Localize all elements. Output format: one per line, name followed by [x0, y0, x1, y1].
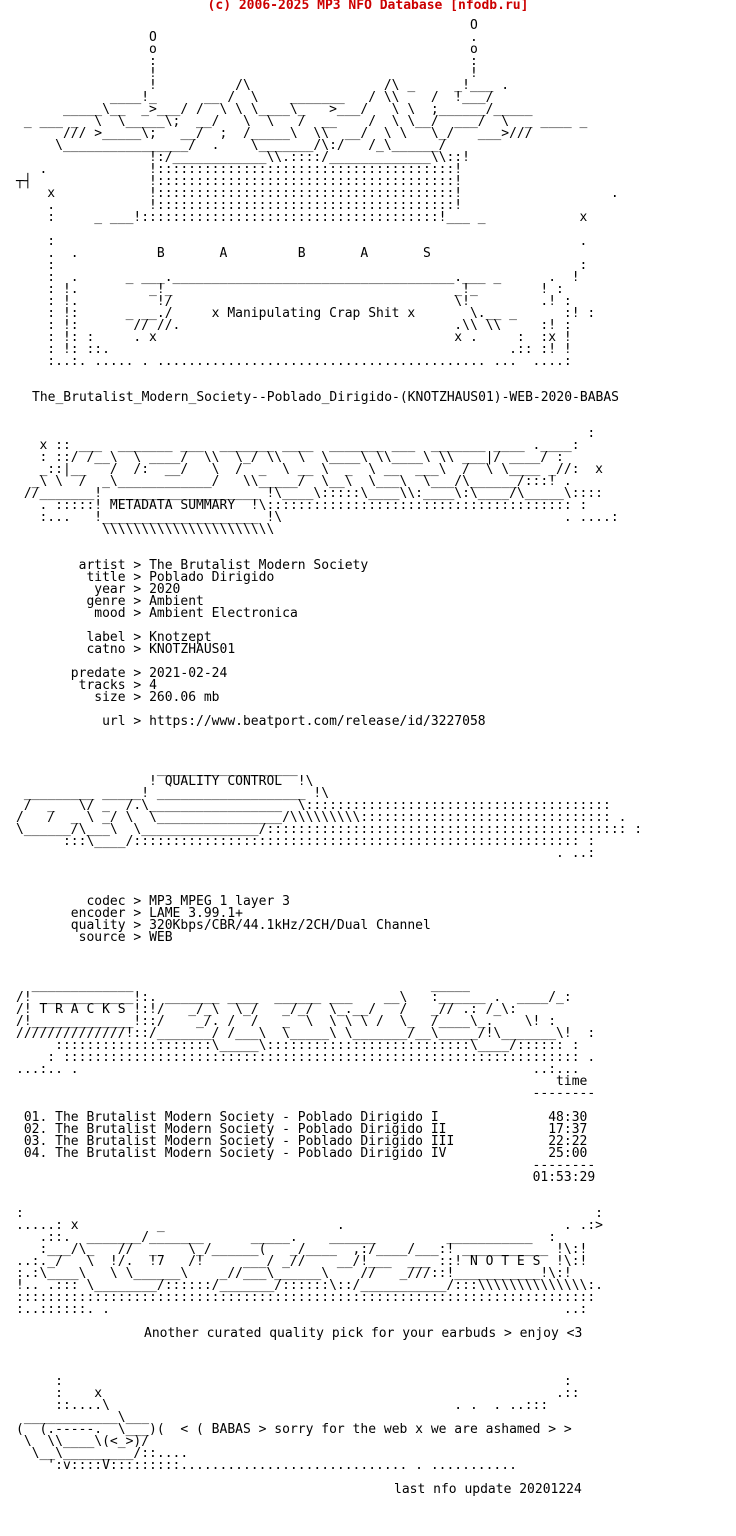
ascii-art: : !: ::. .:: :! !: [16, 342, 572, 357]
ascii-art: . :::::! METADATA SUMMARY !\::::::::::::::::::::::::::::::::::::::: :: [16, 498, 588, 513]
ascii-art: ::....\ . . . ..:::: [16, 1398, 549, 1413]
ascii-art: --------: [16, 1158, 596, 1173]
metadata-row: label > Knotzept: [16, 630, 212, 645]
ascii-art: ! /\ /\ _ _!___ .: [16, 78, 510, 93]
ascii-art: _____\__ _>___/ / \ \ \____\_ >___/ \ \ ;______/_____: [16, 102, 533, 117]
ascii-art: : :::::::::::::::::::::::::::::::::::::::::::::::::::::::::::::::::: .: [16, 1050, 596, 1065]
ascii-art: : !. !/ \! .! :: [16, 294, 572, 309]
ascii-art: :.:\____\ \ \______\ _//___\______\ // _///::!___________!\:!: [16, 1266, 572, 1281]
ascii-art: /! ____________!:. _______ ____ ______ ___ __\ :______ . ____/_:: [16, 990, 572, 1005]
metadata-row: predate > 2021-02-24: [16, 666, 228, 681]
metadata-row: tracks > 4: [16, 678, 157, 693]
ascii-art: x :: ___ _______ ___ _______ ____ _______ ___ _______ ____ .____:: [16, 438, 580, 453]
ascii-art: : !: _ __./ x Manipulating Crap Shit x \.__ _ :! :: [16, 306, 596, 321]
track-row: 01. The Brutalist Modern Society - Poblado Dirigido I 48:30: [23, 1110, 588, 1125]
ascii-art: [16, 728, 726, 740]
ascii-art: ! QUALITY CONTROL !\: [16, 774, 314, 789]
ascii-art: .....: x _ . . .:>: [16, 1218, 603, 1233]
ascii-art: \__\_________/::....: [16, 1446, 189, 1461]
ascii-art: : _ ___!::::::::::::::::::::::::::::::::::::::!___ _ x: [16, 210, 588, 225]
ascii-art: x !::::::::::::::::::::::::::::::::::::::! .: [16, 186, 619, 201]
tracks-heading: T R A C K S: [39, 1002, 126, 1017]
quality-heading: QUALITY CONTROL: [164, 774, 283, 789]
ascii-art: _____________ _____: [16, 978, 470, 993]
ascii-art: !.. .::: \________/::::::/_______/::::::\::/___________/:::\\\\\\\\\\\\\\:.: [16, 1278, 603, 1293]
ascii-art: :___/\_ // _ \_/______( _/____ ,:/____/___:! ___________ !\:!: [16, 1242, 588, 1257]
ascii-art: . !::::::::::::::::::::::::::::::::::::::!: [16, 162, 463, 177]
metadata-row: genre > Ambient: [16, 594, 204, 609]
ascii-art: ____________\___: [16, 1410, 150, 1425]
ascii-art: .::. _______/_______ _____. ______ ___________ :: [16, 1230, 557, 1245]
ascii-art: ...:.. . ..:...: [16, 1062, 580, 1077]
metadata-heading: METADATA SUMMARY: [109, 498, 236, 513]
ascii-art: : x .::: [16, 1386, 580, 1401]
ascii-art: [16, 944, 726, 956]
ascii-art: : . _ ___.____________________________________.___ _ . !: [16, 270, 580, 285]
ascii-art: ::::::::::::::::::::\_____\::::::::::::::::::::::::::\____/:::::: :: [16, 1038, 580, 1053]
ascii-art: \\\\\\\\\\\\\\\\\\\\\\: [16, 522, 275, 537]
ascii-art: . . B A B A S: [16, 246, 431, 261]
ascii-art: : :: [16, 1206, 603, 1221]
notes-heading: N O T E S: [469, 1254, 541, 1269]
ascii-art: [16, 1472, 726, 1484]
tagline: x Manipulating Crap Shit x: [211, 306, 416, 321]
footer-sorry: ( (.-----. \___)( < ( BABAS > sorry for the web x we are ashamed > >: [16, 1422, 572, 1437]
ascii-art: O .: [16, 30, 478, 45]
notes-text: Another curated quality pick for your earbuds > enjoy <3: [144, 1326, 583, 1341]
metadata-row: catno > KNOTZHAUS01: [16, 642, 236, 657]
ascii-art: ┬┤ !::::::::::::::::::::::::::::::::::::::!: [16, 174, 463, 189]
ascii-art: [16, 860, 726, 872]
footer-update: last nfo update 20201224: [394, 1482, 582, 1497]
ascii-art: [16, 1340, 726, 1352]
ascii-art: :... !____________________ !\ . ....:: [16, 510, 619, 525]
ascii-art: \________________/ . \_______/\:/ /_\______/: [16, 138, 447, 153]
ascii-art: [16, 368, 726, 380]
metadata-row: year > 2020: [16, 582, 181, 597]
group-letter: A: [219, 246, 228, 261]
ascii-art: __________________: [16, 762, 298, 777]
ascii-art: : !. _!_ _!_ ! :: [16, 282, 564, 297]
track-row: 03. The Brutalist Modern Society - Poblado Dirigido III 22:22: [23, 1134, 588, 1149]
ascii-art: o o: [16, 42, 478, 57]
tracklist-total: 01:53:29: [532, 1170, 596, 1185]
ascii-art: /// >_____\; __/ ; /_____\ \\ __/ \ \ \_/ ___>///: [16, 126, 533, 141]
metadata-row: url > https://www.beatport.com/release/id/3227058: [16, 714, 486, 729]
group-letter: B: [156, 246, 165, 261]
metadata-row: artist > The Brutalist Modern Society: [16, 558, 369, 573]
quality-row: source > WEB: [16, 930, 173, 945]
url-link[interactable]: https://www.beatport.com/release/id/3227058: [149, 714, 486, 729]
ascii-art: : !: // //. .\\ \\ :! :: [16, 318, 572, 333]
ascii-art: [16, 404, 726, 416]
ascii-art: /!_____________!::/ _/. / / _ \ \ \ \ / \_ /____\_. \! :: [16, 1014, 557, 1029]
group-letter: S: [423, 246, 431, 261]
release-name: The_Brutalist_Modern_Society--Poblado_Dirigido-(KNOTZHAUS01)-WEB-2020-BABAS: [32, 390, 619, 405]
ascii-art: :..::::::. . ..:: [16, 1302, 588, 1317]
metadata-row: size > 260.06 mb: [16, 690, 220, 705]
track-row: 04. The Brutalist Modern Society - Poblado Dirigido IV 25:00: [23, 1146, 588, 1161]
ascii-art: ::::::::::::::::::::::::::::::::::::::::::::::::::::::::::::::::::::::::::: [16, 1290, 596, 1305]
ascii-art: / / _ \ _/ \ \________________/\\\\\\\\\:::::::::::::::::::::::::::::::: .: [16, 810, 627, 825]
ascii-art: : :: [16, 258, 588, 273]
ascii-art: . ..:: [16, 846, 596, 861]
ascii-art: / _ \/ _ /.\_________________ \:::::::::::::::::::::::::::::::::::::::: [16, 798, 611, 813]
ascii-art: : :: [16, 1374, 572, 1389]
ascii-art: _________ _____! ___________________ !\: [16, 786, 330, 801]
ascii-art: : :: [16, 54, 478, 69]
ascii-art: --------: [16, 1086, 596, 1101]
ascii-art: !:/____________\\.::::/_____________\\::!: [16, 150, 470, 165]
ascii-art: ..:._/ \ !/. !7 /! ___/ _// __/!___ ___ ::! N O T E S !\:!: [16, 1254, 588, 1269]
ascii-art: _::|__ / /: __/ \ / _ \ __ \ _ \ __ ___\ / \ \____ _//: x: [16, 462, 603, 477]
copyright-header: (c) 2006-2025 MP3 NFO Database [nfodb.ru]: [207, 0, 529, 13]
ascii-art: : .: [16, 234, 588, 249]
ascii-art: [16, 872, 726, 884]
ascii-art: _\ \ / _\____________/ \\_____/ \__\ \___\ \___/\______/:::! .: [16, 474, 572, 489]
ascii-art: _ ___ _ \ \_____\; __/ \ \ / __ / \ \__/ ___/ \ _ ____ _: [16, 114, 588, 129]
tracklist-time-header: time: [556, 1074, 588, 1089]
metadata-row: mood > Ambient Electronica: [16, 606, 298, 621]
ascii-art: ____!_ __ / \ _______ / \\ / !___/: [16, 90, 494, 105]
quality-row: quality > 320Kbps/CBR/44.1kHz/2CH/Dual Channel: [16, 918, 431, 933]
ascii-art: [16, 740, 726, 752]
ascii-art: [16, 1352, 726, 1364]
track-row: 02. The Brutalist Modern Society - Poblado Dirigido II 17:37: [23, 1122, 588, 1137]
ascii-art: [16, 536, 726, 548]
ascii-art: [16, 956, 726, 968]
ascii-art: :: [16, 426, 596, 441]
ascii-art: //_______! ___________________ !\____\:::::\____\\:____\:\____/\_____\::::: [16, 486, 603, 501]
ascii-art: \______/\___\ \_______________/:::::::::::::::::::::::::::::::::::::::::::::: :: [16, 822, 643, 837]
quality-row: codec > MP3 MPEG 1 layer 3: [16, 894, 290, 909]
ascii-art: . !::::::::::::::::::::::::::::::::::::::!: [16, 198, 463, 213]
ascii-art: \ \\____\(<_>)/: [16, 1434, 150, 1449]
ascii-art: //////////////!::/_______/ /___\ \_____\ \_______/__\_____/!\_______\! :: [16, 1026, 596, 1041]
group-letter: B: [297, 246, 306, 261]
nfo-document: [16, 8, 726, 1508]
ascii-art: /! T R A C K S !:!/ _/_\ \_/ _/_/ \_.__/ / _// .: /_\:: [16, 1002, 517, 1017]
ascii-art: [16, 1184, 726, 1196]
ascii-art: O: [16, 18, 478, 33]
ascii-art: ! !: [16, 66, 478, 81]
ascii-art: : ::/ /__\ \ ____/ \\ \_/ \\ \ \____\ \\____\ \\ ___|/ ____/ :: [16, 450, 564, 465]
metadata-row: title > Poblado Dirigido: [16, 570, 275, 585]
ascii-art: ':v::::V:::::::::............................. . ...........: [16, 1458, 517, 1473]
ascii-art: :::\____/::::::::::::::::::::::::::::::::::::::::::::::::::::::::: :: [16, 834, 596, 849]
quality-row: encoder > LAME 3.99.1+: [16, 906, 243, 921]
ascii-art: :..:. ..... . .......................................... ... ....:: [16, 354, 572, 369]
group-letter: A: [360, 246, 369, 261]
ascii-art: : !: : . x x . : :x !: [16, 330, 572, 345]
